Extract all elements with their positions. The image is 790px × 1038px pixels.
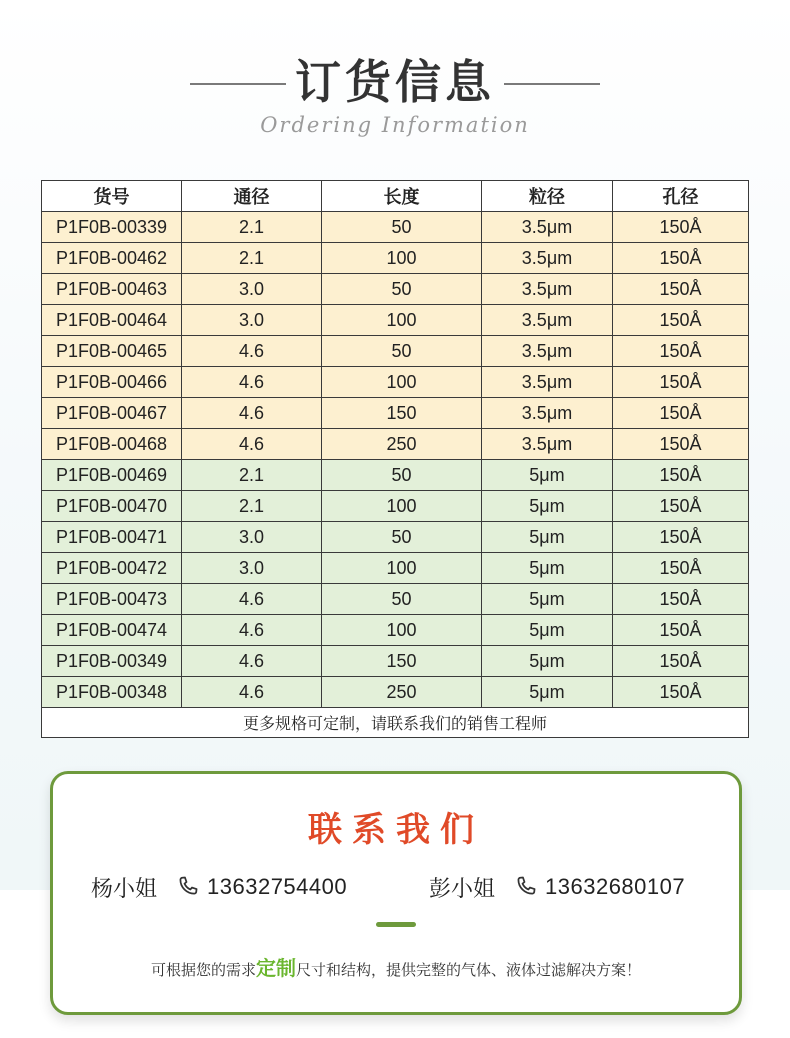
contact-person-1 xyxy=(91,870,347,904)
table-row xyxy=(42,584,749,615)
cell-particle-size: 3.5μm xyxy=(482,336,613,367)
cell-pore-size: 150Å xyxy=(613,429,749,460)
cell-particle-size: 5μm xyxy=(482,584,613,615)
cell-part-number: P1F0B-00465 xyxy=(42,336,182,367)
cell-pore-size: 150Å xyxy=(613,460,749,491)
phone-icon xyxy=(175,874,201,900)
cell-length: 100 xyxy=(322,615,482,646)
table-body xyxy=(42,212,749,708)
cell-particle-size: 3.5μm xyxy=(482,274,613,305)
cell-diameter: 2.1 xyxy=(182,491,322,522)
contact-card xyxy=(50,771,742,1015)
cell-diameter: 2.1 xyxy=(182,460,322,491)
cell-pore-size: 150Å xyxy=(613,553,749,584)
cell-particle-size: 5μm xyxy=(482,460,613,491)
contact-person-2 xyxy=(429,870,685,904)
cell-pore-size: 150Å xyxy=(613,677,749,708)
cell-pore-size: 150Å xyxy=(613,305,749,336)
table-row xyxy=(42,646,749,677)
cell-pore-size: 150Å xyxy=(613,336,749,367)
cell-diameter: 4.6 xyxy=(182,677,322,708)
cell-particle-size: 5μm xyxy=(482,646,613,677)
cell-diameter: 2.1 xyxy=(182,212,322,243)
cell-pore-size: 150Å xyxy=(613,646,749,677)
cell-part-number: P1F0B-00469 xyxy=(42,460,182,491)
cell-particle-size: 5μm xyxy=(482,491,613,522)
cell-pore-size: 150Å xyxy=(613,491,749,522)
table-row xyxy=(42,522,749,553)
contact-name: 杨小姐 xyxy=(91,875,158,901)
cell-part-number: P1F0B-00349 xyxy=(42,646,182,677)
cell-part-number: P1F0B-00348 xyxy=(42,677,182,708)
cell-diameter: 3.0 xyxy=(182,522,322,553)
cell-part-number: P1F0B-00474 xyxy=(42,615,182,646)
column-header-pore-size: 孔径 xyxy=(613,181,749,212)
cell-diameter: 4.6 xyxy=(182,336,322,367)
cell-particle-size: 5μm xyxy=(482,553,613,584)
table-footnote-row xyxy=(42,708,749,738)
cell-particle-size: 3.5μm xyxy=(482,429,613,460)
table-row xyxy=(42,212,749,243)
contact-phone[interactable]: 13632680107 xyxy=(545,874,686,899)
column-header-diameter: 通径 xyxy=(182,181,322,212)
table-row xyxy=(42,615,749,646)
table-row xyxy=(42,243,749,274)
table-row xyxy=(42,336,749,367)
cell-diameter: 4.6 xyxy=(182,584,322,615)
table-footnote: 更多规格可定制，请联系我们的销售工程师 xyxy=(42,708,749,738)
cell-part-number: P1F0B-00468 xyxy=(42,429,182,460)
column-header-particle-size: 粒径 xyxy=(482,181,613,212)
cell-length: 150 xyxy=(322,646,482,677)
page-title: 订货信息 xyxy=(295,55,495,109)
cell-diameter: 3.0 xyxy=(182,305,322,336)
cell-length: 100 xyxy=(322,305,482,336)
table-row xyxy=(42,305,749,336)
cell-length: 150 xyxy=(322,398,482,429)
cell-diameter: 4.6 xyxy=(182,367,322,398)
cell-pore-size: 150Å xyxy=(613,243,749,274)
slogan-text-after: 尺寸和结构，提供完整的气体、液体过滤解决方案！ xyxy=(296,961,642,979)
ordering-table-container xyxy=(41,180,748,738)
cell-particle-size: 5μm xyxy=(482,615,613,646)
cell-length: 50 xyxy=(322,212,482,243)
page-subtitle: Ordering Information xyxy=(260,113,530,137)
cell-part-number: P1F0B-00472 xyxy=(42,553,182,584)
cell-length: 100 xyxy=(322,367,482,398)
table-row xyxy=(42,553,749,584)
cell-length: 100 xyxy=(322,243,482,274)
cell-diameter: 4.6 xyxy=(182,398,322,429)
contact-name: 彭小姐 xyxy=(429,875,496,901)
cell-diameter: 3.0 xyxy=(182,553,322,584)
cell-part-number: P1F0B-00467 xyxy=(42,398,182,429)
cell-pore-size: 150Å xyxy=(613,615,749,646)
table-row xyxy=(42,460,749,491)
cell-part-number: P1F0B-00463 xyxy=(42,274,182,305)
contact-slogan xyxy=(53,952,739,981)
cell-length: 100 xyxy=(322,553,482,584)
column-header-length: 长度 xyxy=(322,181,482,212)
cell-length: 250 xyxy=(322,429,482,460)
cell-pore-size: 150Å xyxy=(613,274,749,305)
cell-part-number: P1F0B-00470 xyxy=(42,491,182,522)
cell-particle-size: 3.5μm xyxy=(482,243,613,274)
cell-part-number: P1F0B-00339 xyxy=(42,212,182,243)
cell-length: 50 xyxy=(322,274,482,305)
cell-length: 50 xyxy=(322,522,482,553)
table-row xyxy=(42,274,749,305)
cell-diameter: 4.6 xyxy=(182,646,322,677)
cell-part-number: P1F0B-00473 xyxy=(42,584,182,615)
contact-title: 联系我们 xyxy=(308,810,484,850)
cell-part-number: P1F0B-00464 xyxy=(42,305,182,336)
cell-part-number: P1F0B-00471 xyxy=(42,522,182,553)
cell-diameter: 3.0 xyxy=(182,274,322,305)
header-divider-right xyxy=(504,83,600,85)
table-row xyxy=(42,398,749,429)
cell-particle-size: 3.5μm xyxy=(482,212,613,243)
contact-phone[interactable]: 13632754400 xyxy=(207,874,348,899)
table-row xyxy=(42,677,749,708)
contact-divider xyxy=(376,922,416,927)
cell-diameter: 4.6 xyxy=(182,615,322,646)
cell-length: 100 xyxy=(322,491,482,522)
section-header xyxy=(0,52,790,112)
cell-length: 50 xyxy=(322,584,482,615)
cell-particle-size: 5μm xyxy=(482,677,613,708)
cell-particle-size: 5μm xyxy=(482,522,613,553)
cell-part-number: P1F0B-00462 xyxy=(42,243,182,274)
table-row xyxy=(42,367,749,398)
column-header-part-number: 货号 xyxy=(42,181,182,212)
phone-icon xyxy=(513,874,539,900)
cell-diameter: 2.1 xyxy=(182,243,322,274)
cell-pore-size: 150Å xyxy=(613,398,749,429)
cell-diameter: 4.6 xyxy=(182,429,322,460)
cell-pore-size: 150Å xyxy=(613,522,749,553)
cell-length: 250 xyxy=(322,677,482,708)
cell-length: 50 xyxy=(322,460,482,491)
ordering-table xyxy=(41,180,749,738)
cell-pore-size: 150Å xyxy=(613,584,749,615)
cell-pore-size: 150Å xyxy=(613,212,749,243)
cell-particle-size: 3.5μm xyxy=(482,367,613,398)
table-row xyxy=(42,491,749,522)
cell-particle-size: 3.5μm xyxy=(482,305,613,336)
slogan-text-before: 可根据您的需求 xyxy=(150,961,256,979)
cell-part-number: P1F0B-00466 xyxy=(42,367,182,398)
cell-particle-size: 3.5μm xyxy=(482,398,613,429)
slogan-highlight: 定制 xyxy=(256,956,296,980)
table-row xyxy=(42,429,749,460)
cell-pore-size: 150Å xyxy=(613,367,749,398)
cell-length: 50 xyxy=(322,336,482,367)
table-header-row xyxy=(42,181,749,212)
